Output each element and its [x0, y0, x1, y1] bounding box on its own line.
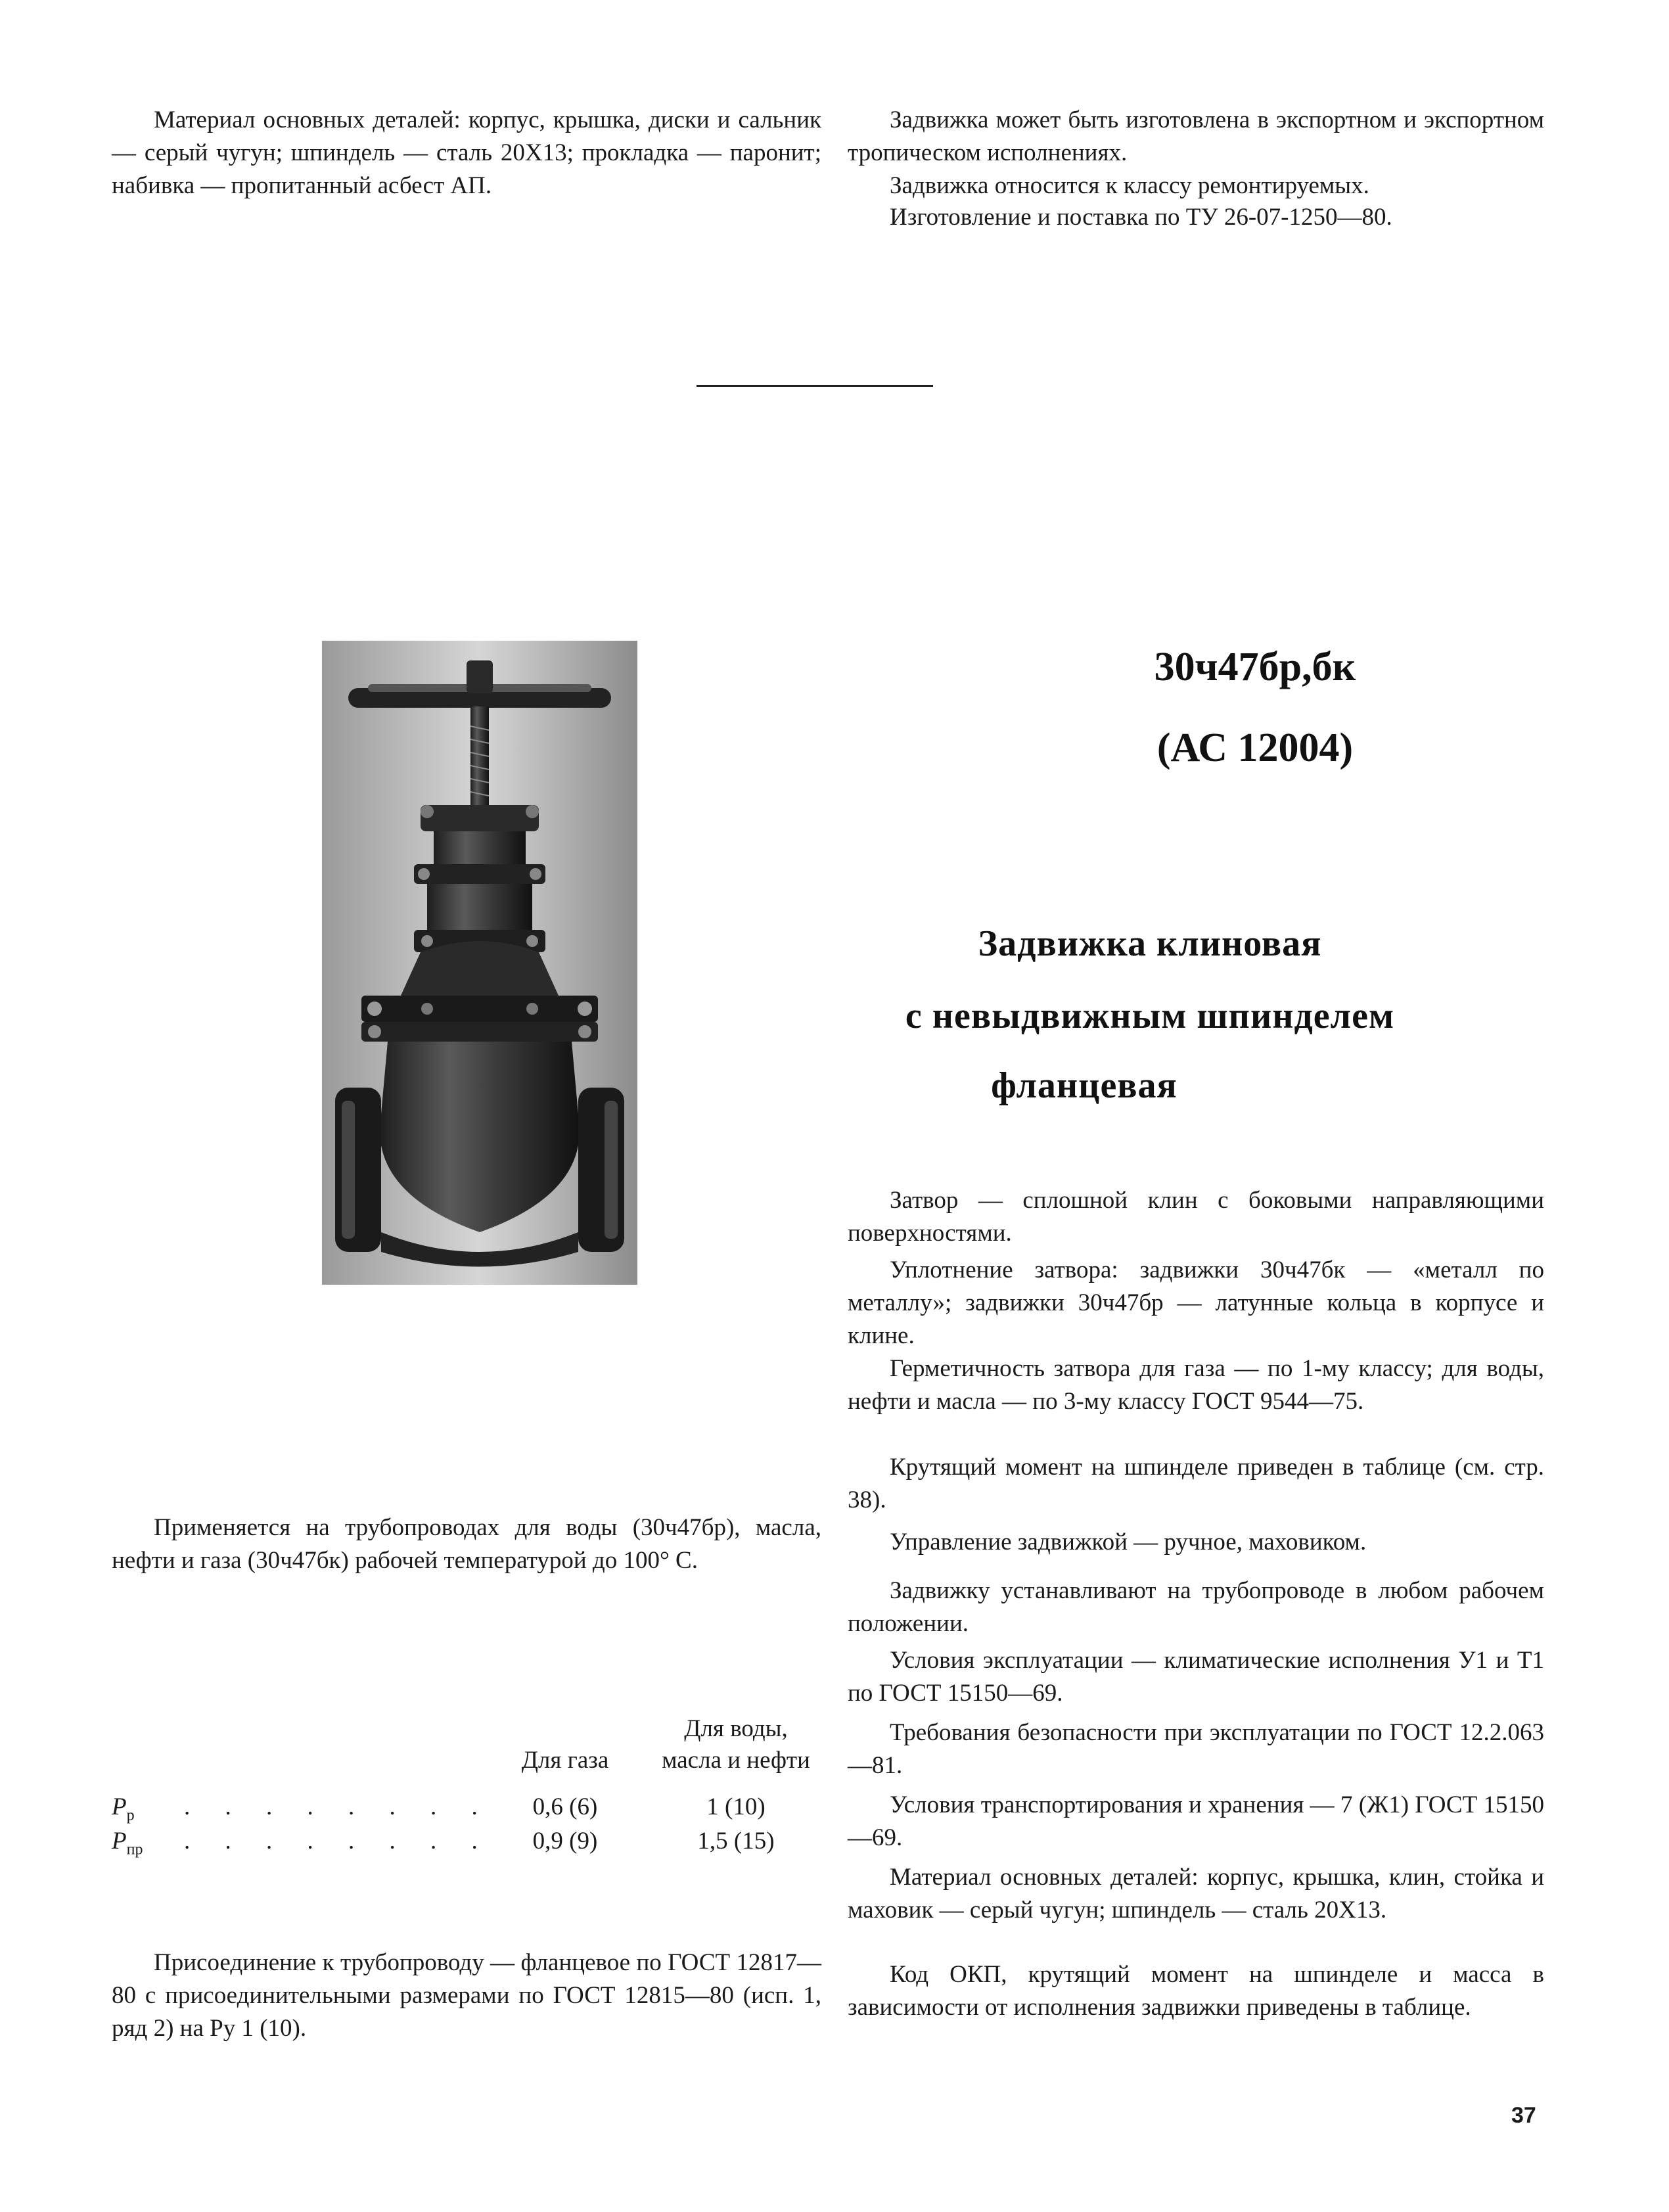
pressure-table-header-gas: Для газа — [521, 1747, 609, 1774]
right-paragraph-10: Материал основных деталей: корпус, крышка, клин, стойка и маховик — серый чугун; шпиндель — сталь 20Х13. — [848, 1864, 1544, 1924]
right-paragraph-8: Требования безопасности при эксплуатации по ГОСТ 12.2.063—81. — [848, 1719, 1544, 1779]
connection-paragraph: Присоединение к трубопроводу — фланцевое по ГОСТ 12817—80 с присоединительными размерами по ГОСТ 12815—80 (исп. 1, ряд 2) на Pу 1 (10). — [112, 1949, 821, 2042]
gate-valve-photo — [322, 641, 637, 1285]
application-paragraph: Применяется на трубопроводах для воды (30ч47бр), масла, нефти и газа (30ч47бк) рабочей температурой до 100° С. — [112, 1514, 821, 1574]
page-number: 37 — [1511, 2103, 1536, 2128]
pressure-water-value: 1,5 (15) — [697, 1828, 775, 1855]
pressure-table-header-water-2: масла и нефти — [662, 1747, 810, 1774]
right-paragraph-7: Условия эксплуатации — климатические исполнения У1 и Т1 по ГОСТ 15150—69. — [848, 1647, 1544, 1707]
pressure-table-header-water-1: Для воды, — [684, 1715, 788, 1742]
pressure-gas-value: 0,9 (9) — [532, 1828, 598, 1855]
pressure-gas-value: 0,6 (6) — [532, 1793, 598, 1820]
leader-dots: . . . . . . . . — [184, 1793, 492, 1820]
pressure-row-test — [112, 1825, 821, 1858]
pressure-row-working — [112, 1791, 821, 1824]
top-left-paragraph: Материал основных деталей: корпус, крышка, диски и сальник — серый чугун; шпиндель — сталь 20Х13; прокладка — паронит; набивка — пропитанный асбест АП. — [112, 106, 821, 199]
leader-dots: . . . . . . . . — [184, 1828, 492, 1855]
right-paragraph-1: Затвор — сплошной клин с боковыми направляющими поверхностями. — [848, 1187, 1544, 1247]
right-paragraph-11: Код ОКП, крутящий момент на шпинделе и масса в зависимости от исполнения задвижки приведены в таблице. — [848, 1961, 1544, 2021]
right-paragraph-6: Задвижку устанавливают на трубопроводе в любом рабочем положении. — [848, 1577, 1544, 1637]
pressure-row-label: $P_{пр}$ — [112, 1828, 143, 1858]
section-divider — [697, 385, 933, 387]
pressure-water-value: 1 (10) — [706, 1793, 766, 1820]
right-paragraph-3: Герметичность затвора для газа — по 1-му классу; для воды, нефти и масла — по 3-му классу ГОСТ 9544—75. — [848, 1355, 1544, 1415]
product-title-line-2: с невыдвижным шпинделем — [905, 996, 1395, 1036]
product-title-line-3: фланцевая — [991, 1065, 1177, 1106]
right-paragraph-2: Уплотнение затвора: задвижки 30ч47бк — «металл по металлу»; задвижки 30ч47бр — латунные кольца в корпусе и клине. — [848, 1256, 1544, 1349]
pressure-row-label: $P_р$ — [112, 1793, 135, 1824]
product-title-line-1: Задвижка клиновая — [978, 923, 1322, 964]
top-right-paragraph-3: Изготовление и поставка по ТУ 26-07-1250—80. — [890, 204, 1392, 231]
top-right-paragraph-2: Задвижка относится к классу ремонтируемых. — [890, 172, 1369, 199]
top-right-paragraph-1: Задвижка может быть изготовлена в экспортном и экспортном тропическом исполнениях. — [848, 106, 1544, 166]
right-paragraph-9: Условия транспортирования и хранения — 7 (Ж1) ГОСТ 15150—69. — [848, 1791, 1544, 1851]
right-paragraph-5: Управление задвижкой — ручное, маховиком. — [890, 1529, 1367, 1555]
product-code: 30ч47бр,бк — [1154, 645, 1356, 689]
right-paragraph-4: Крутящий момент на шпинделе приведен в таблице (см. стр. 38). — [848, 1454, 1544, 1513]
product-reference: (АС 12004) — [1156, 726, 1354, 770]
